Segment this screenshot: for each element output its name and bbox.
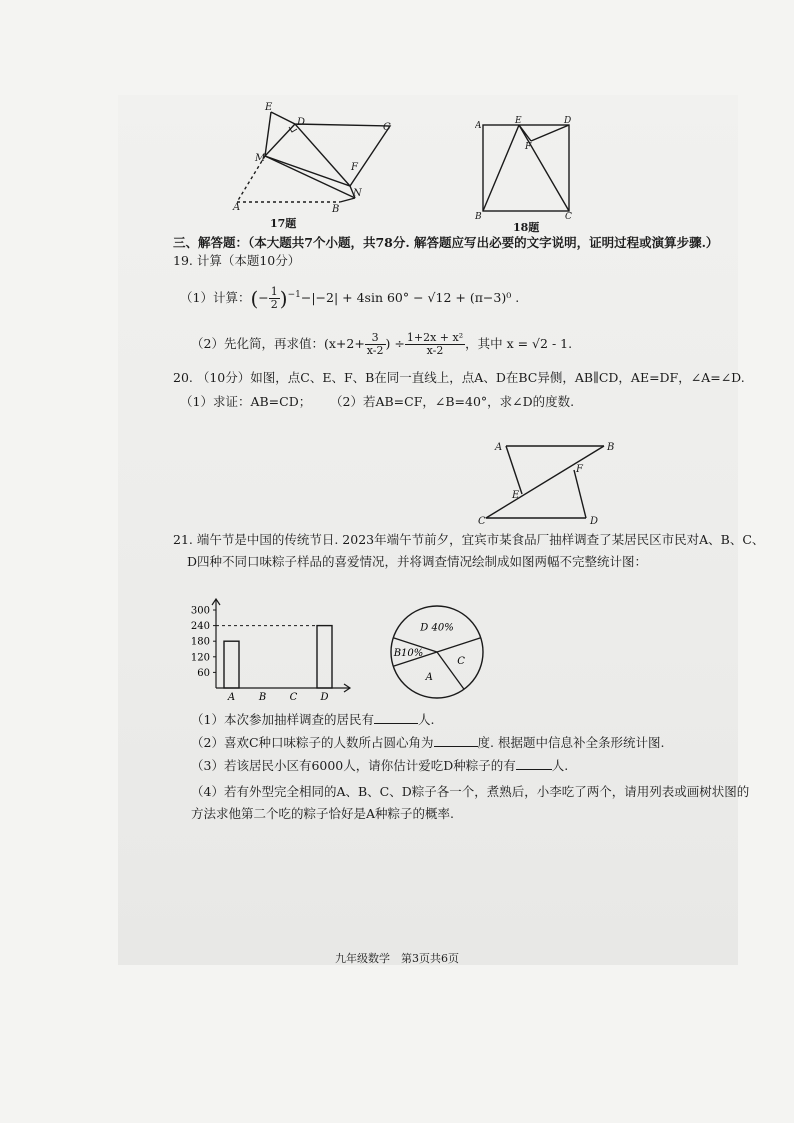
fig17-caption: 17题	[270, 217, 297, 230]
q19-part1: （1）计算：(− $\frac{1}{2}$ )$^{-1}$−|−2| + 4sin 60° − √12 + (π−3)⁰ .	[180, 285, 520, 311]
fig17-label-f: F	[351, 162, 358, 173]
fig17-label-e: E	[265, 102, 273, 113]
fig17-label-c: C	[383, 122, 391, 133]
bar-chart-ytick-label: 120	[190, 652, 210, 664]
fig17-label-n: N	[353, 188, 362, 199]
q21-sub2-blank[interactable]	[434, 734, 478, 747]
q19-exponent: −1	[287, 289, 301, 300]
section-3-note: （本大题共7个小题，共78分. 解答题应写出必要的文字说明，证明过程或演算步骤.）	[248, 235, 719, 250]
q21-sub1: （1）本次参加抽样调查的居民有 人.	[191, 712, 435, 727]
bar-chart-ytick-label: 240	[190, 621, 210, 633]
bar-chart-category-b: B	[258, 692, 267, 703]
q21-sub3-blank[interactable]	[516, 757, 552, 770]
fig18-caption: 18题	[513, 221, 540, 234]
fig20-label-b: B	[607, 442, 615, 453]
bar-chart-ytick-label: 300	[190, 605, 210, 617]
q21-line1: 21. 端午节是中国的传统节日. 2023年端午节前夕，宜宾市某食品厂抽样调查了某居民区市民对A、B、C、	[173, 532, 765, 547]
fig18-label-d: D	[564, 116, 572, 126]
fig17-label-b: B	[332, 204, 340, 215]
q19-half-fraction: $\frac{1}{2}$	[270, 285, 278, 311]
q19-part1-expr: −|−2| + 4sin 60° − √12 + (π−3)⁰ .	[300, 290, 520, 305]
q20-part1: （1）求证：AB=CD；	[180, 394, 312, 409]
fig17-label-m: M	[255, 153, 266, 164]
pie-label-b: B10%	[393, 648, 424, 659]
fig18-label-b: B	[475, 212, 482, 221]
fig20-label-c: C	[478, 516, 486, 527]
fig18-label-f: F	[525, 142, 532, 152]
fig20-label-d: D	[590, 516, 599, 527]
q21-sub1-blank[interactable]	[374, 711, 418, 724]
figure-20	[470, 432, 620, 532]
fig20-label-a: A	[495, 442, 503, 453]
q21-sub2: （2）喜欢C种口味粽子的人数所占圆心角为 度. 根据题中信息补全条形统计图.	[191, 735, 665, 750]
fig18-label-a: A	[475, 121, 482, 131]
bar-d	[317, 626, 332, 688]
bar-chart-category-d: D	[320, 692, 329, 703]
pie-label-c: C	[457, 655, 465, 667]
q20-statement: 20. （10分）如图，点C、E、F、B在同一直线上，点A、D在BC异侧，AB∥CD，AE=DF，∠A=∠D.	[173, 370, 745, 385]
fig20-label-f: F	[576, 464, 583, 475]
figure-18	[475, 115, 585, 221]
q21-sub3: （3）若该居民小区有6000人，请你估计爱吃D种粽子的有 人.	[191, 758, 569, 773]
q20-part2: （2）若AB=CF，∠B=40°，求∠D的度数.	[330, 394, 575, 409]
fig17-label-a: A	[233, 202, 241, 213]
fig20-label-e: E	[512, 490, 520, 501]
q19-part1-label: （1）计算：	[180, 290, 251, 305]
bar-chart-category-c: C	[289, 692, 298, 703]
bar-chart-ytick-label: 60	[197, 667, 210, 679]
bar-chart-ytick-label: 180	[190, 636, 210, 648]
section-3-title: 三、解答题：	[173, 235, 249, 250]
q19-heading: 19. 计算（本题10分）	[173, 253, 301, 268]
q21-sub4-line1: （4）若有外型完全相同的A、B、C、D粽子各一个，煮熟后，小李吃了两个，请用列表或画树状图的	[191, 784, 750, 799]
bar-a	[224, 641, 239, 688]
q19-fraction-2: $\frac{\text{1+2x + x²}}{x-2}$	[406, 331, 464, 357]
q19-fraction-1: $\frac{3}{x-2}$	[366, 331, 384, 357]
pie-slice-c-edge	[437, 638, 481, 652]
section-3-heading	[173, 235, 718, 251]
fig17-label-d: D	[297, 117, 306, 128]
pie-chart	[385, 604, 495, 704]
page-footer: 九年级数学 第3页共6页	[335, 952, 459, 965]
q21-line2: D四种不同口味粽子样品的喜爱情况，并将调查情况绘制成如图两幅不完整统计图：	[187, 554, 648, 569]
pie-label-d: D 40%	[420, 622, 454, 634]
figure-17	[225, 98, 415, 228]
bar-chart-category-a: A	[227, 692, 236, 703]
fig18-label-c: C	[565, 212, 572, 221]
q19-part2-label: （2）先化简，再求值：	[191, 336, 324, 351]
scanned-sheet	[118, 95, 738, 965]
pie-label-a: A	[425, 672, 433, 684]
q21-sub4-line2: 方法求他第二个吃的粽子恰好是A种粽子的概率.	[191, 806, 455, 821]
q19-part2: （2）先化简，再求值：(x+2+ $\frac{3}{x-2}$ ) ÷ $\frac{\text{1+2x + x²}}{x-2}$ ，其中 x = √2 - 1.	[191, 331, 573, 357]
fig18-label-e: E	[515, 116, 522, 126]
bar-chart	[180, 598, 360, 703]
